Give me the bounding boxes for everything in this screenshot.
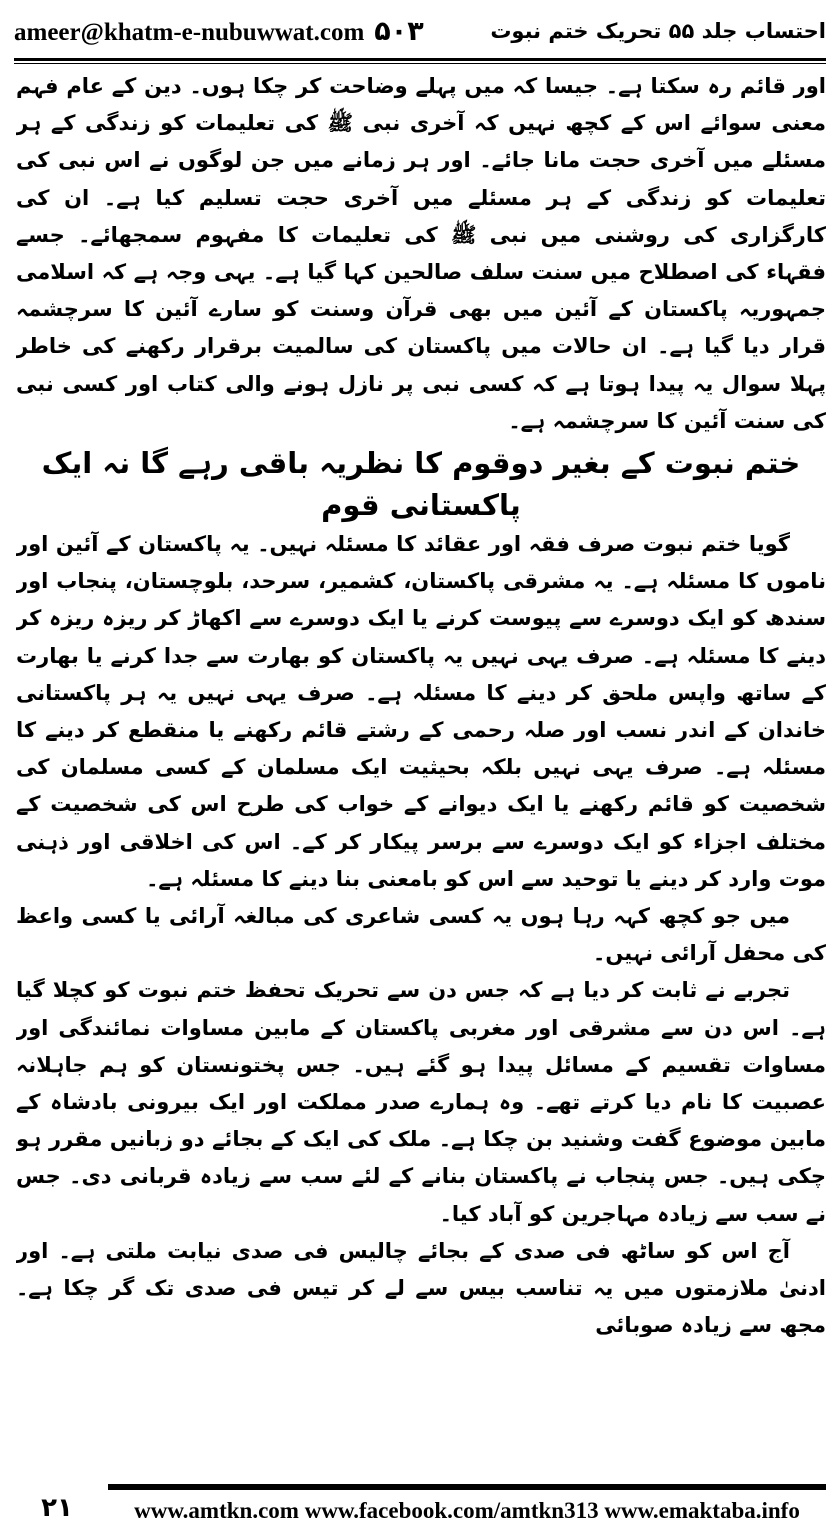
header-running-title: احتساب جلد ۵۵ تحریک ختم نبوت: [490, 19, 826, 43]
paragraph-5: آج اس کو ساٹھ فی صدی کے بجائے چالیس فی صدی نیابت ملتی ہے۔ اور ادنیٰ ملازمتوں میں یہ تناسب بیس سے لے کر تیس فی صدی تک گر چکا ہے۔ مجھ سے زیادہ صوبائی: [16, 1238, 826, 1338]
header-page-number: ۵۰۳: [374, 15, 424, 47]
header-rule: [14, 58, 826, 64]
paragraph-1: اور قائم رہ سکتا ہے۔ جیسا کہ میں پہلے وضاحت کر چکا ہوں۔ دین کے عام فہم معنی سوائے اس کے کچھ نہیں کہ آخری نبی ﷺ کی تعلیمات کو زندگی کے ہر مسئلے میں آخری حجت مانا جائے۔ اور ہر زمانے میں جن لوگوں نے اس نبی کی تعلیمات کو زندگی کے ہر مسئلے میں آخری حجت تسلیم کیا ہے۔ ان کی کارگزاری کی روشنی میں نبی ﷺ کی تعلیمات کا مفہوم سمجھائے۔ جسے فقہاء کی اصطلاح میں سنت سلف صالحین کہا گیا ہے۔ یہی وجہ ہے کہ اسلامی جمہوریہ پاکستان کے آئین میں بھی قرآن وسنت کو سارے آئین کا سرچشمہ قرار دیا گیا ہے۔ ان حالات میں پاکستان کی سالمیت برقرار رکھنے کی خاطر پہلا سوال یہ پیدا ہوتا ہے کہ کسی نبی پر نازل ہونے والی کتاب اور کسی نبی کی سنت آئین کا سرچشمہ ہے۔: [16, 74, 826, 433]
page-header: [14, 8, 826, 54]
page-footer: [14, 1484, 826, 1534]
footer-page-number: ۲۱: [41, 1493, 73, 1523]
paragraph-4: تجربے نے ثابت کر دیا ہے کہ جس دن سے تحریک تحفظ ختم نبوت کو کچلا گیا ہے۔ اس دن سے مشرقی اور مغربی پاکستان کے مابین مساوات نمائندگی اور مساوات تقسیم کے مسائل پیدا ہو گئے ہیں۔ جس پختونستان کو ہم جاہلانہ عصبیت کا نام دیا کرتے تھے۔ وہ ہمارے صدر مملکت اور ایک بیرونی بادشاہ کے مابین موضوع گفت وشنید بن چکا ہے۔ ملک کی ایک کے بجائے دو زبانیں مقرر ہو چکی ہیں۔ جس پنجاب نے پاکستان بنانے کے لئے سب سے زیادہ قربانی دی۔ جس نے سب سے زیادہ مہاجرین کو آباد کیا۔: [16, 978, 826, 1226]
paragraph-2: گویا ختم نبوت صرف فقہ اور عقائد کا مسئلہ نہیں۔ یہ پاکستان کے آئین اور ناموں کا مسئلہ ہے۔ یہ مشرقی پاکستان، کشمیر، سرحد، بلوچستان، پنجاب اور سندھ کو ایک دوسرے سے پیوست کرنے یا ایک دوسرے سے اکھاڑ کر ریزہ ریزہ کر دینے کا مسئلہ ہے۔ صرف یہی نہیں یہ پاکستان کو بھارت سے جدا کرنے یا بھارت کے ساتھ واپس ملحق کر دینے کا مسئلہ ہے۔ صرف یہی نہیں یہ ہر پاکستانی خاندان کے اندر نسب اور صلہ رحمی کے رشتے قائم رکھنے یا منقطع کر دینے کا مسئلہ ہے۔ صرف یہی نہیں بلکہ بحیثیت ایک مسلمان کے کسی مسلمان کی شخصیت کو قائم رکھنے یا ایک دیوانے کے خواب کی طرح اس کی شخصیت کے مختلف اجزاء کو ایک دوسرے سے برسر پیکار کر کے۔ اس کی اخلاقی اور ذہنی موت وارد کر دینے یا توحید سے اس کو بامعنی بنا دینے کا مسئلہ ہے۔: [16, 532, 826, 891]
paragraph-3: میں جو کچھ کہہ رہا ہوں یہ کسی شاعری کی مبالغہ آرائی یا کسی واعظ کی محفل آرائی نہیں۔: [16, 904, 826, 966]
footer-links: www.amtkn.com www.facebook.com/amtkn313 www.emaktaba.info: [108, 1484, 826, 1532]
header-email: ameer@khatm-e-nubuwwat.com: [14, 18, 365, 46]
header-left: [14, 16, 424, 47]
section-heading: ختم نبوت کے بغیر دوقوم کا نظریہ باقی رہے گا نہ ایک پاکستانی قوم: [41, 446, 801, 523]
page-body: [16, 68, 826, 1468]
